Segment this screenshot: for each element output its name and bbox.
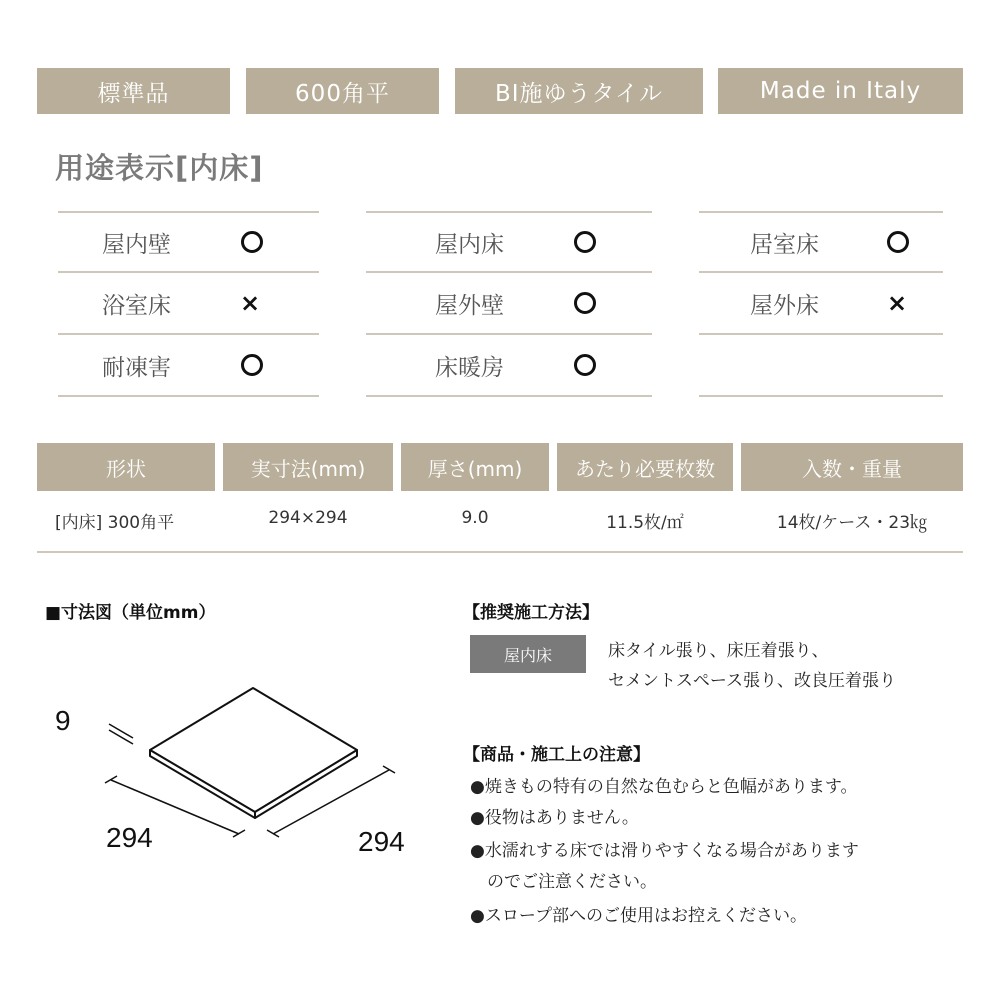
usage-label: 浴室床 xyxy=(102,292,171,319)
divider xyxy=(37,551,963,553)
cross-mark-icon: × xyxy=(887,289,908,317)
usage-row xyxy=(699,211,943,273)
circle-mark-icon xyxy=(241,354,263,376)
note-item: ●水濡れする床では滑りやすくなる場合があります xyxy=(470,841,859,861)
notes-title: 【商品・施工上の注意】 xyxy=(463,745,650,765)
usage-label: 屋外壁 xyxy=(435,292,504,319)
circle-mark-icon xyxy=(574,231,596,253)
usage-label: 床暖房 xyxy=(435,354,504,381)
spec-cell-thickness: 9.0 xyxy=(461,508,489,528)
usage-label: 屋外床 xyxy=(750,292,819,319)
usage-label: 屋内床 xyxy=(435,231,504,258)
spec-cell-quantity: 11.5枚/㎡ xyxy=(606,513,684,533)
usage-row xyxy=(699,273,943,335)
circle-mark-icon xyxy=(574,292,596,314)
spec-header-shape: 形状 xyxy=(37,443,215,491)
tag-size: 600角平 xyxy=(246,68,439,114)
usage-column-2 xyxy=(366,211,652,399)
spec-cell-shape: [内床] 300角平 xyxy=(55,513,175,533)
circle-mark-icon xyxy=(574,354,596,376)
tile-shape xyxy=(150,688,357,818)
spec-header-weight: 入数・重量 xyxy=(741,443,963,491)
cross-mark-icon: × xyxy=(240,289,261,317)
width-right-label: 294 xyxy=(358,826,405,857)
usage-row xyxy=(58,211,319,273)
spec-header-size: 実寸法(mm) xyxy=(223,443,393,491)
spec-cell-size: 294×294 xyxy=(268,508,348,528)
tag-standard: 標準品 xyxy=(37,68,230,114)
method-line-1: 床タイル張り、床圧着張り、 xyxy=(608,641,829,661)
spec-header-quantity: あたり必要枚数 xyxy=(557,443,733,491)
usage-row xyxy=(58,273,319,335)
thickness-label: 9 xyxy=(55,705,71,736)
usage-column-3 xyxy=(699,211,943,399)
usage-label: 居室床 xyxy=(750,231,819,258)
note-item: ●焼きもの特有の自然な色むらと色幅があります。 xyxy=(470,777,858,797)
circle-mark-icon xyxy=(241,231,263,253)
tag-origin: Made in Italy xyxy=(718,68,963,114)
usage-column-1 xyxy=(58,211,319,399)
method-line-2: セメントスペース張り、改良圧着張り xyxy=(608,671,896,691)
note-item: ●役物はありません。 xyxy=(470,808,639,828)
note-item: のでご注意ください。 xyxy=(470,872,657,892)
usage-row-empty xyxy=(699,335,943,397)
tag-type: BI施ゆうタイル xyxy=(455,68,703,114)
usage-row xyxy=(366,273,652,335)
spec-header-thickness: 厚さ(mm) xyxy=(401,443,549,491)
method-title: 【推奨施工方法】 xyxy=(463,603,599,623)
spec-cell-weight: 14枚/ケース・23㎏ xyxy=(776,513,928,533)
width-left-label: 294 xyxy=(106,822,153,853)
usage-row xyxy=(58,335,319,397)
usage-row xyxy=(366,335,652,397)
usage-title: 用途表示[内床] xyxy=(55,151,264,185)
usage-row xyxy=(366,211,652,273)
note-item: ●スロープ部へのご使用はお控えください。 xyxy=(470,906,807,926)
diagram-title: ■寸法図（単位mm） xyxy=(45,603,216,623)
usage-label: 耐凍害 xyxy=(102,354,171,381)
circle-mark-icon xyxy=(887,231,909,253)
method-badge: 屋内床 xyxy=(470,635,586,673)
usage-label: 屋内壁 xyxy=(102,231,171,258)
